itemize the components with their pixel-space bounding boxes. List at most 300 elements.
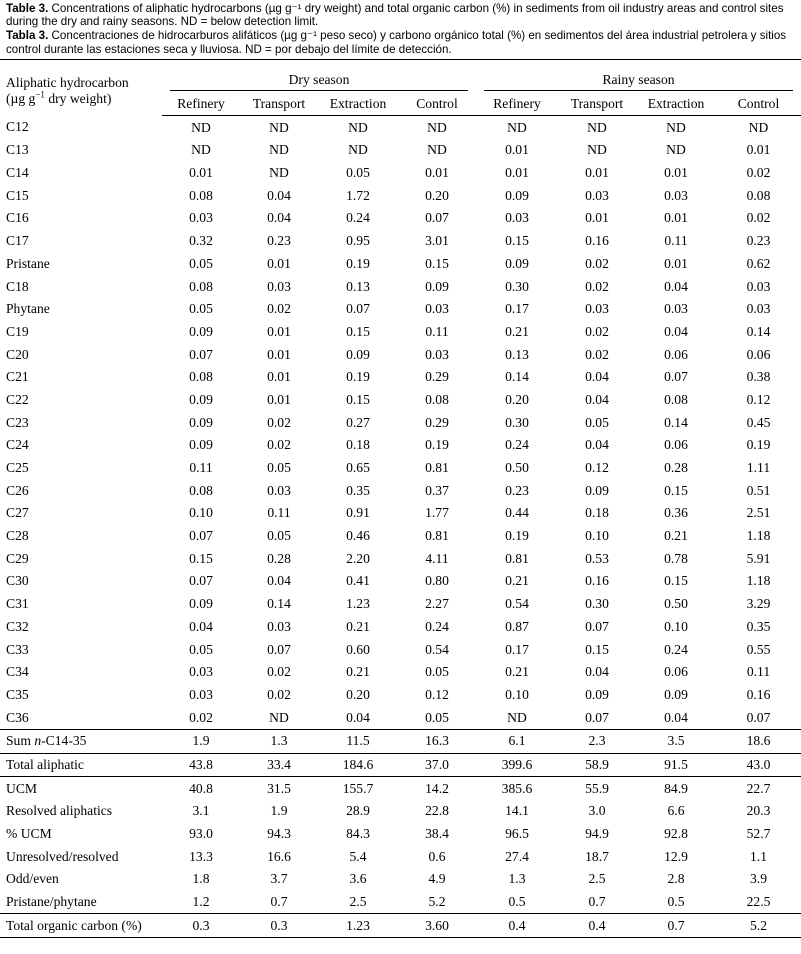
value-cell: 0.19 (346, 255, 370, 271)
value-cell: 0.07 (189, 346, 213, 362)
value-cell: 0.15 (664, 573, 688, 589)
value-cell: 0.24 (664, 641, 688, 657)
value-cell: 0.44 (505, 505, 529, 521)
value-cell: 14.1 (505, 803, 529, 819)
row-label: Sum n-C14-35 (0, 729, 162, 753)
table-row (0, 684, 801, 707)
value-cell: 18.6 (716, 729, 801, 753)
value-cell: 3.6 (349, 871, 367, 887)
value-cell: 0.21 (505, 323, 529, 339)
value-cell: 0.03 (189, 210, 213, 226)
value-cell: ND (240, 706, 318, 729)
table-row (0, 434, 801, 457)
value-cell: 0.19 (746, 437, 771, 453)
value-cell: 0.09 (189, 437, 213, 453)
value-cell: ND (191, 142, 211, 158)
value-cell: 58.9 (558, 753, 636, 777)
value-cell: 0.15 (505, 233, 529, 249)
value-cell: 0.07 (585, 618, 609, 634)
value-cell: 0.03 (746, 278, 771, 294)
value-cell: 0.01 (585, 210, 609, 226)
value-cell: ND (191, 119, 211, 135)
value-cell: 1.18 (746, 528, 771, 544)
value-cell: 0.15 (664, 482, 688, 498)
table-row (0, 366, 801, 389)
row-label: C23 (6, 414, 29, 430)
row-label: C34 (6, 664, 29, 680)
value-cell: 0.23 (746, 233, 771, 249)
value-cell: 0.32 (189, 233, 213, 249)
value-cell: ND (476, 706, 558, 729)
value-cell: 0.28 (664, 460, 688, 476)
dry-season-header: Dry season (162, 70, 476, 93)
value-cell: 0.28 (267, 550, 291, 566)
value-cell: 0.08 (189, 278, 213, 294)
value-cell: 0.20 (425, 187, 449, 203)
value-cell: 399.6 (476, 753, 558, 777)
value-cell: 0.14 (746, 323, 771, 339)
value-cell: 0.09 (664, 686, 688, 702)
table-row (0, 275, 801, 298)
row-label: C25 (6, 460, 29, 476)
value-cell: 0.18 (346, 437, 370, 453)
row-header-label: Aliphatic hydrocarbon (6, 75, 129, 90)
value-cell: 0.06 (664, 437, 688, 453)
row-label: C35 (6, 686, 29, 702)
value-cell: 11.5 (318, 729, 398, 753)
table-row (0, 253, 801, 276)
value-cell: 0.80 (425, 573, 449, 589)
value-cell: 0.11 (425, 323, 449, 339)
value-cell: 0.07 (189, 528, 213, 544)
value-cell: 0.01 (267, 255, 291, 271)
value-cell: 94.3 (267, 826, 291, 842)
value-cell: 0.21 (664, 528, 688, 544)
value-cell: 0.04 (585, 664, 609, 680)
value-cell: 0.02 (267, 686, 291, 702)
value-cell: 0.10 (585, 528, 609, 544)
caption-english (6, 2, 795, 28)
value-cell: 0.53 (585, 550, 609, 566)
value-cell: 0.11 (189, 460, 213, 476)
table-row (0, 616, 801, 639)
table-row (0, 661, 801, 684)
value-cell: 0.78 (664, 550, 688, 566)
value-cell: 0.12 (425, 686, 449, 702)
value-cell: 43.0 (716, 753, 801, 777)
value-cell: 0.29 (425, 414, 449, 430)
value-cell: 0.03 (189, 686, 213, 702)
value-cell: 94.9 (585, 826, 609, 842)
value-cell: 0.11 (664, 233, 688, 249)
table-row (0, 823, 801, 846)
value-cell: 0.16 (585, 573, 609, 589)
value-cell: 0.13 (346, 278, 370, 294)
value-cell: 0.03 (585, 301, 609, 317)
header-row-seasons (0, 70, 801, 93)
value-cell: 0.03 (267, 482, 291, 498)
caption-en-text: Concentrations of aliphatic hydrocarbons (µg g⁻¹ dry weight) and total organic carbon (%) in sediments from oil industry areas and control sites during the dry and rainy seasons. ND = below detection limit. (6, 2, 784, 29)
row-label: C18 (6, 278, 29, 294)
value-cell: 0.04 (318, 706, 398, 729)
row-header-cell (0, 70, 162, 116)
value-cell: ND (587, 119, 607, 135)
value-cell: 0.01 (505, 165, 529, 181)
value-cell: 0.19 (505, 528, 529, 544)
row-label: Total organic carbon (%) (0, 914, 162, 938)
row-label: C31 (6, 596, 29, 612)
value-cell: 0.01 (664, 255, 688, 271)
row-header-unit: (µg $g^{-1}$ dry weight) (6, 89, 112, 106)
row-label: C33 (6, 641, 29, 657)
value-cell: 1.2 (162, 891, 240, 914)
value-cell: 0.35 (746, 618, 771, 634)
value-cell: 0.65 (346, 460, 370, 476)
row-label: C28 (6, 528, 29, 544)
value-cell: ND (269, 142, 289, 158)
value-cell: 0.3 (240, 914, 318, 938)
table-row (0, 593, 801, 616)
value-cell: 0.02 (585, 255, 609, 271)
value-cell: 0.09 (346, 346, 370, 362)
value-cell: 31.5 (267, 780, 291, 796)
table-row (0, 570, 801, 593)
value-cell: ND (507, 119, 527, 135)
value-cell: 0.03 (664, 187, 688, 203)
table-row (0, 389, 801, 412)
value-cell: 0.15 (585, 641, 609, 657)
value-cell: 0.15 (346, 391, 370, 407)
value-cell: 0.09 (189, 596, 213, 612)
value-cell: ND (427, 142, 447, 158)
value-cell: 0.05 (398, 706, 476, 729)
value-cell: 155.7 (342, 780, 374, 796)
value-cell: 1.18 (746, 573, 771, 589)
value-cell: 0.01 (664, 165, 688, 181)
value-cell: 0.03 (505, 210, 529, 226)
value-cell: 1.3 (240, 729, 318, 753)
value-cell: 3.7 (270, 871, 288, 887)
value-cell: 3.01 (425, 233, 449, 249)
value-cell: 2.5 (588, 871, 606, 887)
value-cell: 3.5 (636, 729, 716, 753)
value-cell: 0.08 (425, 391, 449, 407)
value-cell: 12.9 (664, 848, 688, 864)
value-cell: 0.04 (664, 278, 688, 294)
value-cell: 0.21 (346, 618, 370, 634)
row-label: C21 (6, 369, 29, 385)
value-cell: 0.07 (558, 706, 636, 729)
value-cell: 0.03 (267, 278, 291, 294)
row-label: Phytane (6, 301, 50, 317)
value-cell: 0.02 (746, 210, 771, 226)
value-cell: 0.06 (664, 346, 688, 362)
value-cell: 0.03 (664, 301, 688, 317)
rainy-season-header: Rainy season (476, 70, 801, 93)
value-cell: 0.04 (585, 391, 609, 407)
value-cell: 0.21 (505, 664, 529, 680)
column-header-extraction-dry: Extraction (318, 93, 398, 116)
value-cell: 22.7 (746, 780, 771, 796)
value-cell: ND (748, 119, 769, 135)
value-cell: 0.03 (189, 664, 213, 680)
value-cell: 0.04 (585, 369, 609, 385)
value-cell: 96.5 (505, 826, 529, 842)
value-cell: 0.02 (267, 301, 291, 317)
value-cell: 1.9 (162, 729, 240, 753)
value-cell: 33.4 (240, 753, 318, 777)
value-cell: 3.60 (398, 914, 476, 938)
table-top-rule (0, 59, 801, 60)
value-cell: 5.91 (746, 550, 771, 566)
value-cell: 3.1 (192, 803, 210, 819)
value-cell: 52.7 (746, 826, 771, 842)
table-row (0, 162, 801, 185)
value-cell: 0.15 (189, 550, 213, 566)
value-cell: 0.02 (267, 664, 291, 680)
value-cell: 0.38 (746, 369, 771, 385)
value-cell: 0.03 (585, 187, 609, 203)
table-caption (0, 0, 801, 56)
row-label: C15 (6, 187, 29, 203)
table-row (0, 845, 801, 868)
value-cell: 0.02 (585, 278, 609, 294)
value-cell: 0.05 (267, 528, 291, 544)
caption-es-label: Tabla 3. (6, 29, 49, 43)
value-cell: 0.02 (162, 706, 240, 729)
row-label: Resolved aliphatics (6, 803, 113, 819)
value-cell: 184.6 (318, 753, 398, 777)
value-cell: 3.9 (750, 871, 767, 887)
value-cell: 0.09 (585, 482, 609, 498)
value-cell: 0.6 (428, 848, 446, 864)
value-cell: 0.7 (636, 914, 716, 938)
value-cell: 0.08 (189, 187, 213, 203)
value-cell: 6.6 (667, 803, 685, 819)
value-cell: 3.29 (746, 596, 771, 612)
value-cell: 38.4 (425, 826, 449, 842)
value-cell: 1.8 (192, 871, 210, 887)
table-row (0, 411, 801, 434)
value-cell: 5.2 (716, 914, 801, 938)
value-cell: 2.20 (346, 550, 370, 566)
table-row (0, 547, 801, 570)
value-cell: 37.0 (398, 753, 476, 777)
value-cell: 0.16 (585, 233, 609, 249)
value-cell: 0.5 (476, 891, 558, 914)
value-cell: 0.35 (346, 482, 370, 498)
value-cell: 0.07 (346, 301, 370, 317)
table-row (0, 914, 801, 938)
row-label: C12 (6, 119, 29, 135)
value-cell: 0.21 (505, 573, 529, 589)
column-header-transport-dry: Transport (240, 93, 318, 116)
value-cell: 13.3 (189, 848, 213, 864)
value-cell: 0.11 (267, 505, 291, 521)
row-label: UCM (6, 780, 37, 796)
value-cell: 0.18 (585, 505, 609, 521)
value-cell: 2.5 (318, 891, 398, 914)
value-cell: 0.07 (267, 641, 291, 657)
value-cell: 5.2 (398, 891, 476, 914)
value-cell: ND (348, 142, 368, 158)
value-cell: 0.27 (346, 414, 370, 430)
aliphatic-hydrocarbon-table (0, 70, 801, 938)
value-cell: 0.17 (505, 301, 529, 317)
value-cell: 1.9 (270, 803, 288, 819)
value-cell: 0.23 (505, 482, 529, 498)
value-cell: 0.54 (505, 596, 529, 612)
value-cell: 0.12 (746, 391, 771, 407)
value-cell: 0.07 (189, 573, 213, 589)
value-cell: 6.1 (476, 729, 558, 753)
value-cell: 16.6 (267, 848, 291, 864)
value-cell: 1.3 (508, 871, 526, 887)
value-cell: 0.06 (664, 664, 688, 680)
caption-en-label: Table 3. (6, 2, 49, 15)
value-cell: 0.08 (664, 391, 688, 407)
value-cell: ND (587, 142, 607, 158)
row-label: % UCM (6, 826, 52, 842)
row-label: C24 (6, 437, 29, 453)
value-cell: 0.03 (425, 346, 449, 362)
table-row (0, 706, 801, 729)
value-cell: 0.14 (267, 596, 291, 612)
value-cell: 0.29 (425, 369, 449, 385)
table-row (0, 298, 801, 321)
value-cell: 0.06 (746, 346, 771, 362)
value-cell: ND (269, 165, 289, 181)
value-cell: 0.10 (664, 618, 688, 634)
value-cell: ND (666, 142, 686, 158)
value-cell: 0.01 (585, 165, 609, 181)
value-cell: 0.14 (505, 369, 529, 385)
value-cell: 0.21 (346, 664, 370, 680)
value-cell: 0.05 (346, 165, 370, 181)
column-header-extraction-rainy: Extraction (636, 93, 716, 116)
value-cell: 0.02 (585, 323, 609, 339)
value-cell: 0.20 (505, 391, 529, 407)
value-cell: 0.03 (267, 618, 291, 634)
value-cell: 0.13 (505, 346, 529, 362)
row-label: C27 (6, 505, 29, 521)
value-cell: 0.7 (240, 891, 318, 914)
value-cell: 1.23 (346, 596, 370, 612)
value-cell: 0.08 (189, 482, 213, 498)
value-cell: 22.5 (716, 891, 801, 914)
value-cell: 22.8 (425, 803, 449, 819)
value-cell: 0.30 (505, 278, 529, 294)
value-cell: 0.50 (664, 596, 688, 612)
value-cell: 0.19 (425, 437, 449, 453)
value-cell: 0.95 (346, 233, 370, 249)
column-header-transport-rainy: Transport (558, 93, 636, 116)
value-cell: 0.09 (189, 414, 213, 430)
value-cell: 0.02 (746, 165, 771, 181)
value-cell: 0.03 (425, 301, 449, 317)
value-cell: 0.46 (346, 528, 370, 544)
table-row (0, 479, 801, 502)
value-cell: 43.8 (162, 753, 240, 777)
value-cell: ND (269, 119, 289, 135)
value-cell: 20.3 (746, 803, 771, 819)
row-label: C22 (6, 391, 29, 407)
value-cell: 0.7 (558, 891, 636, 914)
value-cell: 16.3 (398, 729, 476, 753)
row-label: C20 (6, 346, 29, 362)
value-cell: 0.01 (189, 165, 213, 181)
value-cell: 0.05 (189, 301, 213, 317)
value-cell: 40.8 (189, 780, 213, 796)
table-row (0, 753, 801, 777)
value-cell: 1.23 (318, 914, 398, 938)
value-cell: 0.30 (505, 414, 529, 430)
value-cell: 27.4 (505, 848, 529, 864)
table-row (0, 891, 801, 914)
value-cell: 1.77 (425, 505, 449, 521)
value-cell: 2.27 (425, 596, 449, 612)
row-label: Pristane (6, 255, 50, 271)
row-label: C14 (6, 165, 29, 181)
value-cell: 0.05 (189, 255, 213, 271)
value-cell: 0.17 (505, 641, 529, 657)
value-cell: 0.01 (746, 142, 771, 158)
value-cell: 0.55 (746, 641, 771, 657)
value-cell: 0.10 (189, 505, 213, 521)
value-cell: 0.05 (425, 664, 449, 680)
value-cell: 0.09 (189, 323, 213, 339)
value-cell: 0.04 (189, 618, 213, 634)
value-cell: 28.9 (346, 803, 370, 819)
value-cell: 0.08 (746, 187, 771, 203)
table-row (0, 343, 801, 366)
value-cell: 0.81 (425, 528, 449, 544)
row-label: C36 (0, 706, 162, 729)
table-row (0, 800, 801, 823)
value-cell: 0.37 (425, 482, 449, 498)
row-label: C32 (6, 618, 29, 634)
value-cell: 0.12 (585, 460, 609, 476)
value-cell: 0.02 (267, 437, 291, 453)
value-cell: 0.01 (267, 323, 291, 339)
table-row (0, 457, 801, 480)
value-cell: 18.7 (585, 848, 609, 864)
value-cell: 0.07 (664, 369, 688, 385)
value-cell: 0.19 (346, 369, 370, 385)
value-cell: 0.01 (267, 369, 291, 385)
value-cell: 0.02 (585, 346, 609, 362)
value-cell: 0.09 (585, 686, 609, 702)
value-cell: 0.09 (425, 278, 449, 294)
table-row (0, 230, 801, 253)
value-cell: 0.04 (267, 210, 291, 226)
value-cell: 0.30 (585, 596, 609, 612)
value-cell: 4.9 (428, 871, 446, 887)
table-row (0, 207, 801, 230)
value-cell: 0.16 (746, 686, 771, 702)
value-cell: ND (348, 119, 368, 135)
value-cell: 0.91 (346, 505, 370, 521)
row-label: Total aliphatic (0, 753, 162, 777)
value-cell: 0.09 (505, 187, 529, 203)
value-cell: 2.51 (746, 505, 771, 521)
value-cell: 0.51 (746, 482, 771, 498)
value-cell: 0.24 (346, 210, 370, 226)
table-body (0, 116, 801, 938)
value-cell: 0.08 (189, 369, 213, 385)
row-label: C17 (6, 233, 29, 249)
value-cell: 0.01 (664, 210, 688, 226)
